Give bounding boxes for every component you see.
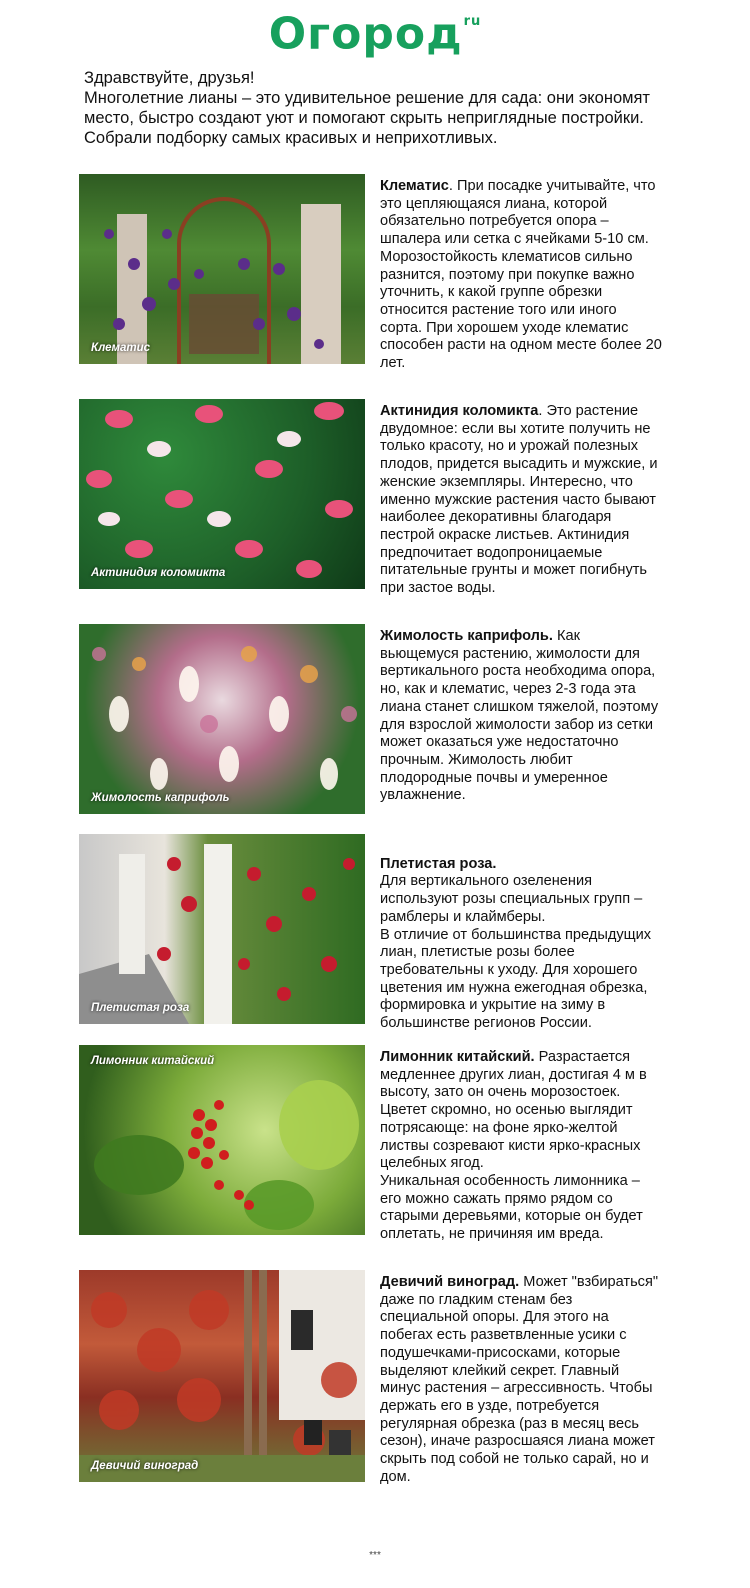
plant-description bbox=[380, 1049, 662, 1244]
virginia-creeper-photo[interactable] bbox=[79, 1270, 365, 1482]
honeysuckle-illustration bbox=[79, 624, 365, 814]
plant-description bbox=[380, 1274, 662, 1486]
plant-title: Клематис bbox=[380, 178, 449, 194]
plant-card-clematis bbox=[79, 174, 669, 374]
plant-text: Разрастается медленнее других лиан, достигая 4 м в высоту, зато он очень морозостоек. Цветет скромно, но осенью выглядит потрясающе: на фоне ярко-желтой листвы созревают кисти ярко-красных целебных ягод. Уникальная особенность лимонника – его можно сажать прямо рядом со старыми деревьями, которые он будет оплетать, не причиняя им вреда. bbox=[380, 1049, 647, 1243]
logo-text: Огород bbox=[268, 8, 463, 60]
plant-text: Может "взбираться" даже по гладким стенам без специальной опоры. Для этого на побегах есть разветвленные усики с подушечками-присосками, которые выделяют клейкий секрет. Главный минус растения – агрессивность. Чтобы держать его в узде, потребуется регулярная обрезка (раз в месяц весь сезон), иначе разросшаяся лиана может скрыть под собой не только сарай, но и дом. bbox=[380, 1274, 659, 1485]
climbing-rose-illustration bbox=[79, 834, 365, 1024]
plant-description bbox=[380, 178, 662, 373]
plant-description bbox=[380, 403, 662, 598]
honeysuckle-photo[interactable] bbox=[79, 624, 365, 814]
plant-text: Для вертикального озеленения используют розы специальных групп – рамблеры и клаймберы. В отличие от большинства предыдущих лиан, плетистые розы более требовательны к уходу. Для хорошего цветения им нужна ежегодная обрезка, формировка и укрытие на зиму в большинстве регионов России. bbox=[380, 873, 652, 1032]
photo-caption: Клематис bbox=[91, 342, 151, 354]
plant-description bbox=[380, 628, 662, 805]
brand-logo[interactable] bbox=[0, 4, 750, 61]
intro-text: Многолетние лианы – это удивительное решение для сада: они экономят место, быстро создают уют и помогают скрыть неприглядные постройки. Собрали подборку самых красивых и неприхотливых. bbox=[84, 89, 650, 147]
schisandra-illustration bbox=[79, 1045, 365, 1235]
photo-caption: Девичий виноград bbox=[91, 1460, 199, 1472]
plant-title: Жимолость каприфоль. bbox=[380, 628, 553, 644]
plant-card-honeysuckle bbox=[79, 624, 669, 814]
virginia-creeper-illustration bbox=[79, 1270, 365, 1482]
plant-text: Как вьющемуся растению, жимолости для вертикального роста необходима опора, но, как и клематис, через 2-3 года эта лиана станет слишком тяжелой, поэтому для взрослой жимолости забор из сетки может оказаться уже недостаточно прочным. Жимолость любит плодородные почвы и умеренное увлажнение. bbox=[380, 628, 659, 804]
actinidia-illustration bbox=[79, 399, 365, 589]
photo-caption: Лимонник китайский bbox=[91, 1055, 215, 1067]
plant-card-climbing-rose bbox=[79, 834, 669, 1032]
plant-card-virginia-creeper bbox=[79, 1270, 669, 1485]
photo-caption: Актинидия коломикта bbox=[91, 567, 226, 579]
plant-title: Девичий виноград. bbox=[380, 1274, 520, 1290]
greeting: Здравствуйте, друзья! bbox=[84, 69, 255, 87]
clematis-photo[interactable] bbox=[79, 174, 365, 364]
plant-title: Плетистая роза. bbox=[380, 855, 497, 872]
schisandra-photo[interactable] bbox=[79, 1045, 365, 1235]
title-suffix: . bbox=[448, 178, 453, 194]
photo-caption: Жимолость каприфоль bbox=[91, 792, 230, 804]
plant-card-actinidia bbox=[79, 399, 669, 599]
climbing-rose-photo[interactable] bbox=[79, 834, 365, 1024]
plant-text: При посадке учитывайте, что это цепляющаяся лиана, которой обязательно потребуется опора – шпалера или сетка с ячейками 5-10 см. Морозостойкость клематисов сильно разнится, поэтому при покупке важно уточнить, к какой группе обрезки относится растение того или иного сорта. При хорошем уходе клематис способен расти на одном месте более 20 лет. bbox=[380, 178, 662, 372]
intro-block bbox=[84, 68, 674, 148]
plant-description bbox=[380, 838, 662, 1033]
footer-separator: *** bbox=[369, 1550, 381, 1561]
photo-caption: Плетистая роза bbox=[91, 1002, 190, 1014]
plant-title: Актинидия коломикта bbox=[380, 403, 539, 419]
plant-card-schisandra bbox=[79, 1045, 669, 1245]
clematis-illustration bbox=[79, 174, 365, 364]
title-suffix: . bbox=[538, 403, 543, 419]
plant-text: Это растение двудомное: если вы хотите получить не только красоту, но и урожай полезных плодов, придется высадить и мужские, и женские экземпляры. Интересно, что именно мужские растения часто бывают наиболее декоративны благодаря пестрой окраске листьев. Актинидия предпочитает водопроницаемые питательные грунты и может погибнуть при застое воды. bbox=[380, 403, 658, 597]
logo-tld: ru bbox=[463, 14, 482, 29]
actinidia-photo[interactable] bbox=[79, 399, 365, 589]
plant-title: Лимонник китайский. bbox=[380, 1049, 535, 1065]
